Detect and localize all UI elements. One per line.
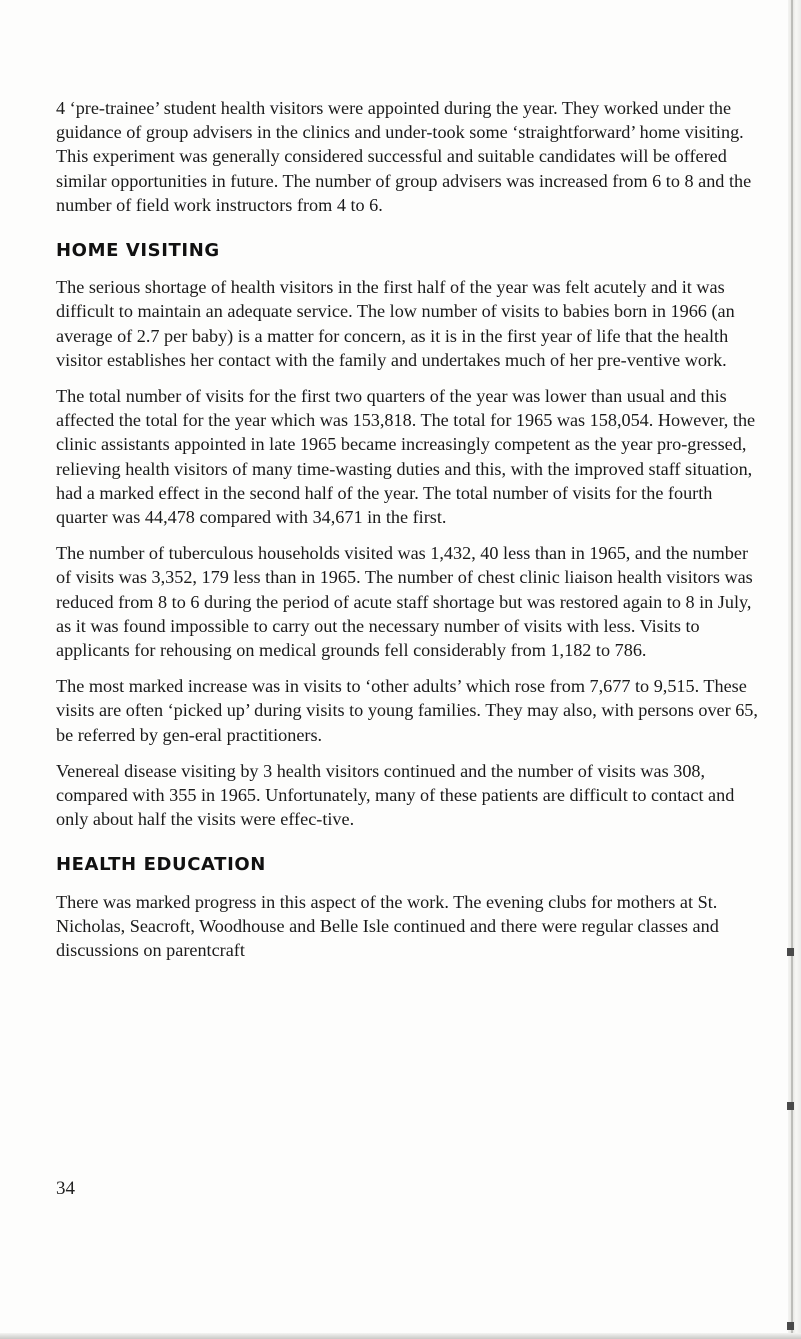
paragraph-clubs: There was marked progress in this aspect of the work. The evening clubs for mothers at St. Nicholas, Seacroft, Woodhouse and Belle Isle continued and there were regular classes and discussions on parentcraft bbox=[56, 891, 719, 961]
page-number: 34 bbox=[56, 1178, 75, 1199]
document-body bbox=[56, 96, 764, 974]
heading-health-education: HEALTH EDUCATION bbox=[56, 854, 266, 876]
scan-bottom-edge bbox=[0, 1333, 801, 1339]
scan-mark bbox=[787, 1322, 794, 1330]
paragraph-shortage: The serious shortage of health visitors in the first half of the year was felt acutely and it was difficult to maintain an adequate service. The low number of visits to babies born in 1966 (an average of 2.7 per baby) is a matter for concern, as it is in the first year of life that the health visitor establishes her contact with the family and undertakes much of her pre-ventive work. bbox=[56, 277, 735, 370]
paragraph-pre-trainee: 4 ‘pre-trainee’ student health visitors were appointed during the year. They worked under the guidance of group advisers in the clinics and under-took some ‘straightforward’ home visiting. This experiment was generally considered successful and suitable candidates will be offered similar opportunities in future. The number of group advisers was increased from 6 to 8 and the number of field work instructors from 4 to 6. bbox=[56, 98, 752, 215]
paragraph-tuberculous: The number of tuberculous households visited was 1,432, 40 less than in 1965, and the number of visits was 3,352, 179 less than in 1965. The number of chest clinic liaison health visitors was reduced from 8 to 6 during the period of acute staff shortage but was restored again to 8 in July, as it was found impossible to carry out the necessary number of visits with less. Visits to applicants for rehousing on medical grounds fell considerably from 1,182 to 786. bbox=[56, 543, 753, 661]
paragraph-venereal: Venereal disease visiting by 3 health visitors continued and the number of visits was 308, compared with 355 in 1965. Unfortunately, many of these patients are difficult to contact and only about half the visits were effec-tive. bbox=[56, 760, 735, 830]
scan-edge-shadow bbox=[788, 0, 801, 1339]
scan-edge-line bbox=[791, 0, 793, 1339]
scan-mark bbox=[787, 1102, 794, 1110]
paragraph-other-adults: The most marked increase was in visits to ‘other adults’ which rose from 7,677 to 9,515. These visits are often ‘picked up’ during visits to young families. They may also, with persons over 65, be referred by gen-eral practitioners. bbox=[56, 676, 758, 745]
heading-home-visiting: HOME VISITING bbox=[56, 240, 220, 262]
paragraph-total-visits: The total number of visits for the first two quarters of the year was lower than usual and this affected the total for the year which was 153,818. The total for 1965 was 158,054. However, the clinic assistants appointed in late 1965 became increasingly competent as the year pro-gressed, relieving health visitors of many time-wasting duties and this, with the improved staff situation, had a marked effect in the second half of the year. The total number of visits for the fourth quarter was 44,478 compared with 34,671 in the first. bbox=[56, 386, 756, 528]
scan-mark bbox=[787, 948, 794, 956]
